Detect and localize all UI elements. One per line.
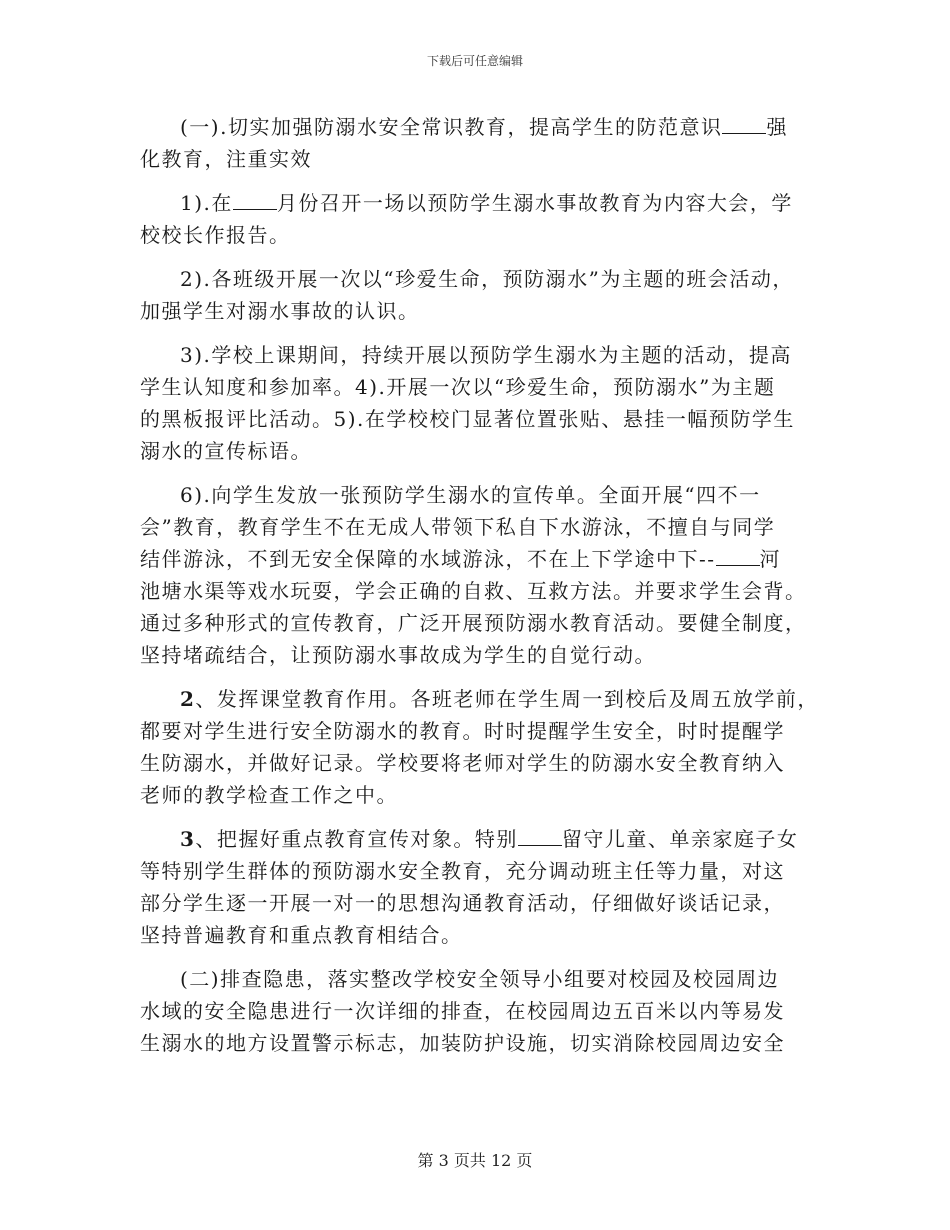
text-line: 池塘水渠等戏水玩耍，学会正确的自救、互救方法。并要求学生会背。 bbox=[140, 579, 807, 603]
text-line: (二)排查隐患，落实整改学校安全领导小组要对校园及校园周边 bbox=[180, 967, 780, 991]
text-line: 溺水的宣传标语。 bbox=[140, 439, 312, 463]
text-line: 6).向学生发放一张预防学生溺水的宣传单。全面开展“四不一 bbox=[180, 483, 761, 507]
text-line: 生溺水的地方设置警示标志，加装防护设施，切实消除校园周边安全 bbox=[140, 1031, 785, 1055]
text-line: 坚持堵疏结合，让预防溺水事故成为学生的自觉行动。 bbox=[140, 643, 656, 667]
line-text: 强 bbox=[766, 115, 788, 139]
document-body bbox=[140, 111, 840, 1059]
line-text: 1).在 bbox=[180, 191, 233, 215]
line-text: 、发挥课堂教育作用。各班老师在学生周一到校后及周五放学前， bbox=[195, 687, 819, 711]
paragraph bbox=[140, 339, 840, 467]
paragraph bbox=[140, 187, 840, 251]
fill-blank bbox=[233, 187, 277, 210]
text-line: 校校长作报告。 bbox=[140, 223, 291, 247]
text-line: 会”教育，教育学生不在无成人带领下私自下水游泳，不擅自与同学 bbox=[140, 515, 776, 539]
paragraph bbox=[140, 111, 840, 175]
line-text: 留守儿童、单亲家庭子女 bbox=[561, 827, 799, 851]
text-line bbox=[140, 823, 840, 855]
text-line: 通过多种形式的宣传教育，广泛开展预防溺水教育活动。要健全制度， bbox=[140, 611, 807, 635]
fill-blank bbox=[518, 823, 562, 846]
fill-blank bbox=[716, 543, 760, 566]
text-line bbox=[140, 111, 840, 143]
section-number: 2 bbox=[180, 687, 196, 711]
paragraph bbox=[140, 823, 840, 951]
paragraph bbox=[140, 963, 840, 1059]
text-line: 的黑板报评比活动。5).在学校校门显著位置张贴、悬挂一幅预防学生 bbox=[140, 407, 795, 431]
text-line: 3).学校上课期间，持续开展以预防学生溺水为主题的活动，提高 bbox=[180, 343, 792, 367]
line-text: 、把握好重点教育宣传对象。特别 bbox=[195, 827, 518, 851]
line-text: 河 bbox=[759, 547, 782, 571]
text-line: 2).各班级开展一次以“珍爱生命，预防溺水”为主题的班会活动， bbox=[180, 267, 794, 291]
page-number: 第 3 页共 12 页 bbox=[417, 1151, 533, 1170]
text-line: 化教育，注重实效 bbox=[140, 147, 312, 171]
section-number: 3 bbox=[180, 827, 196, 851]
text-line: 坚持普遍教育和重点教育相结合。 bbox=[140, 923, 463, 947]
text-line: 部分学生逐一开展一对一的思想沟通教育活动，仔细做好谈话记录， bbox=[140, 891, 785, 915]
line-text: (一).切实加强防溺水安全常识教育，提高学生的防范意识 bbox=[180, 115, 723, 139]
line-text: 结伴游泳，不到无安全保障的水域游泳，不在上下学途中下-- bbox=[140, 547, 716, 571]
text-line bbox=[140, 683, 840, 715]
paragraph bbox=[140, 479, 840, 671]
page-header: 下载后可任意编辑 bbox=[426, 54, 523, 68]
line-text: 月份召开一场以预防学生溺水事故教育为内容大会，学 bbox=[276, 191, 793, 215]
text-line: 等特别学生群体的预防溺水安全教育，充分调动班主任等力量，对这 bbox=[140, 859, 785, 883]
text-line: 学生认知度和参加率。4).开展一次以“珍爱生命，预防溺水”为主题 bbox=[140, 375, 776, 399]
text-line: 老师的教学检查工作之中。 bbox=[140, 783, 398, 807]
paragraph bbox=[140, 263, 840, 327]
text-line: 生防溺水，并做好记录。学校要将老师对学生的防溺水安全教育纳入 bbox=[140, 751, 785, 775]
text-line: 加强学生对溺水事故的认识。 bbox=[140, 299, 420, 323]
text-line bbox=[140, 187, 840, 219]
paragraph bbox=[140, 683, 840, 811]
text-line bbox=[140, 543, 840, 575]
fill-blank bbox=[722, 111, 766, 134]
text-line: 水域的安全隐患进行一次详细的排查，在校园周边五百米以内等易发 bbox=[140, 999, 785, 1023]
text-line: 都要对学生进行安全防溺水的教育。时时提醒学生安全，时时提醒学 bbox=[140, 719, 785, 743]
